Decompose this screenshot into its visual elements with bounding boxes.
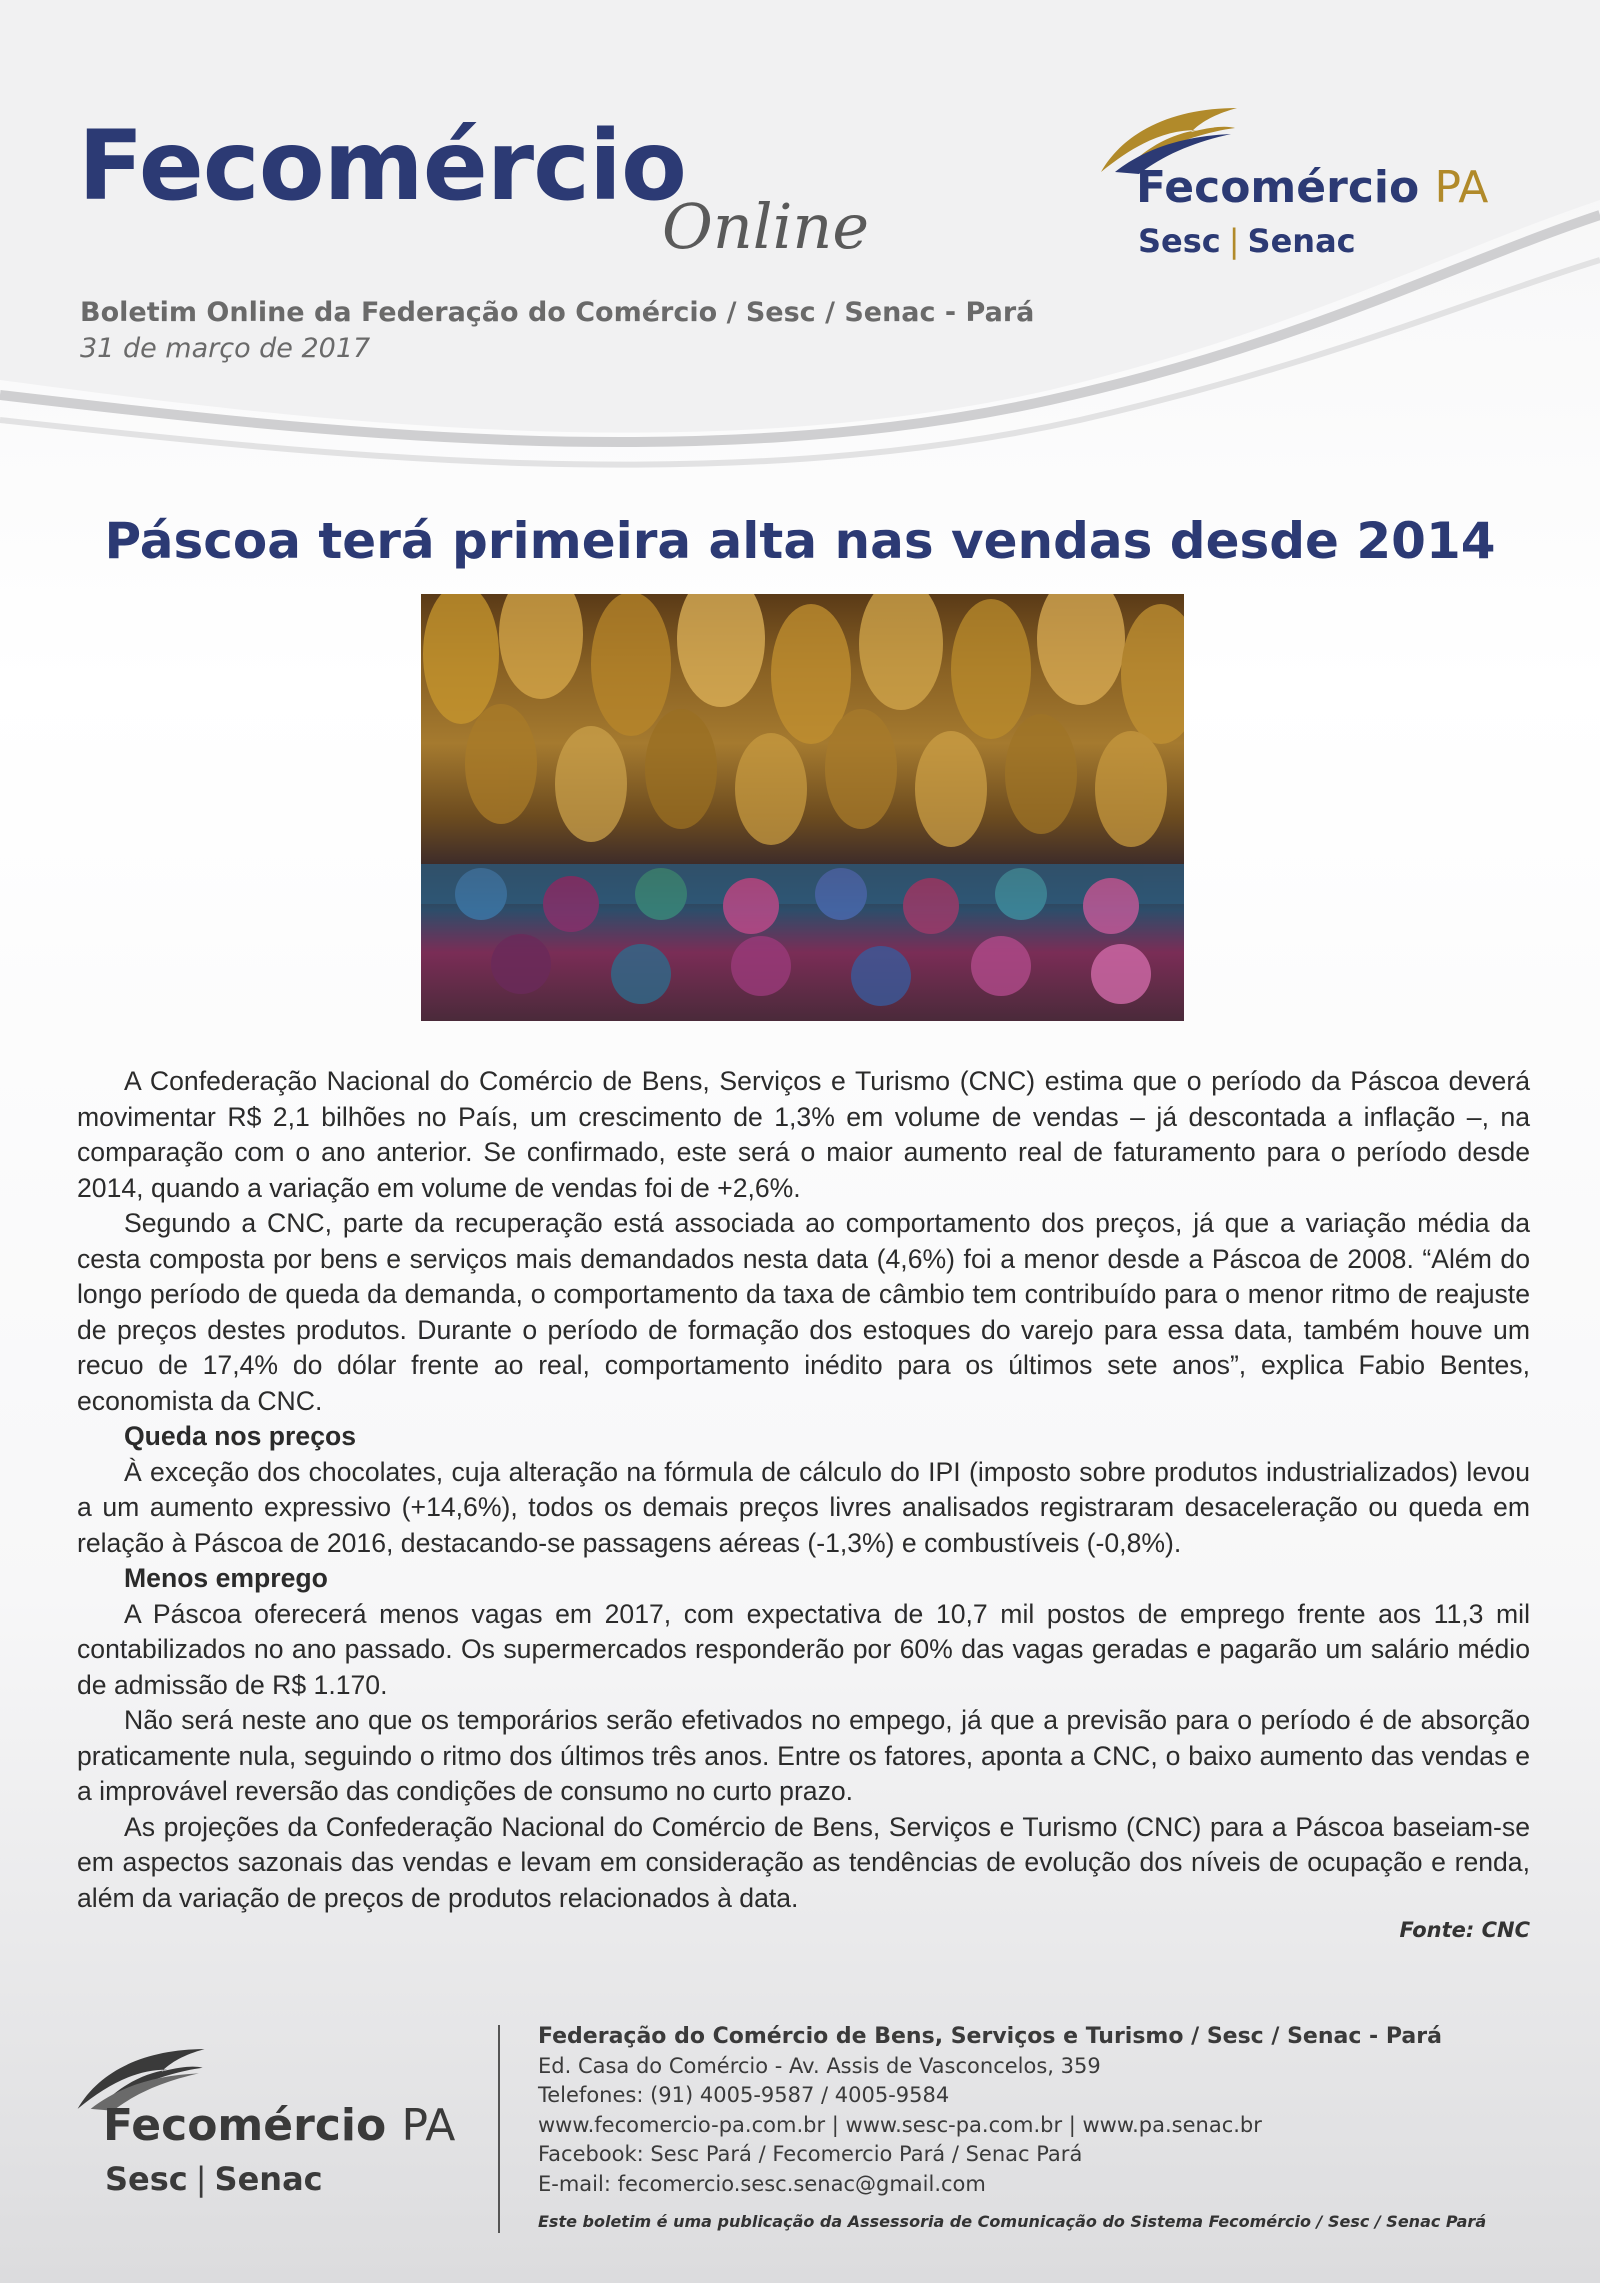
article-source: Fonte: CNC <box>1399 1918 1530 1942</box>
article-paragraph: À exceção dos chocolates, cuja alteração na fórmula de cálculo do IPI (imposto sobre produtos industrializados) levou a um aumento expressivo (+14,6%), todos os demais preços livres analisados registraram desaceleração ou queda em relação à Páscoa de 2016, destacando-se passagens aéreas (-1,3%) e combustíveis (-0,8%). <box>77 1456 1530 1558</box>
footer-divider <box>498 2025 500 2233</box>
footer-address: Ed. Casa do Comércio - Av. Assis de Vasconcelos, 359 <box>538 2053 1101 2078</box>
logo-separator: | <box>195 2160 207 2198</box>
logo-sesc: Sesc <box>105 2160 188 2198</box>
bulletin-date: 31 de março de 2017 <box>80 333 371 364</box>
footer-organization: Federação do Comércio de Bens, Serviços e Turismo / Sesc / Senac - Pará <box>538 2024 1442 2049</box>
footer-websites[interactable]: www.fecomercio-pa.com.br | www.sesc-pa.com.br | www.pa.senac.br <box>538 2112 1262 2137</box>
logo-name: Fecomércio <box>1136 162 1420 213</box>
footer-note: Este boletim é uma publicação da Assessoria de Comunicação do Sistema Fecomércio / Sesc / Senac Pará <box>538 2212 1487 2231</box>
footer-phones: Telefones: (91) 4005-9587 / 4005-9584 <box>538 2083 950 2108</box>
masthead-subtitle: Online <box>662 190 870 263</box>
bulletin-description: Boletim Online da Federação do Comércio / Sesc / Senac - Pará <box>80 297 1035 328</box>
logo-suffix: PA <box>401 2100 456 2151</box>
logo-senac: Senac <box>214 2160 323 2198</box>
logo-suffix: PA <box>1434 162 1489 213</box>
subhead-menos-emprego: Menos emprego <box>124 1563 328 1593</box>
article-paragraph: A Confederação Nacional do Comércio de Bens, Serviços e Turismo (CNC) estima que o período da Páscoa deverá movimentar R$ 2,1 bilhões no País, um crescimento de 1,3% em volume de vendas – já descontada a inflação –, na comparação com o ano anterior. Se confirmado, este será o maior aumento real de faturamento para o período desde 2014, quando a variação em volume de vendas foi de +2,6%. <box>77 1066 1530 1203</box>
footer-email[interactable]: E-mail: fecomercio.sesc.senac@gmail.com <box>538 2171 986 2196</box>
article-paragraph: Não será neste ano que os temporários serão efetivados no empego, já que a previsão para o período é de absorção praticamente nula, seguindo o ritmo dos últimos três anos. Entre os fatores, aponta a CNC, o baixo aumento das vendas e a improvável reversão das condições de consumo no curto prazo. <box>77 1705 1530 1806</box>
fecomercio-logo-footer[interactable] <box>70 2040 490 2200</box>
masthead-title: Fecomércio <box>78 110 686 222</box>
article-body <box>77 1064 1530 1916</box>
logo-name: Fecomércio <box>103 2100 387 2151</box>
logo-sesc: Sesc <box>1138 222 1221 260</box>
fecomercio-logo-header[interactable] <box>1095 100 1525 270</box>
article-paragraph: As projeções da Confederação Nacional do Comércio de Bens, Serviços e Turismo (CNC) para a Páscoa baseiam-se em aspectos sazonais das vendas e levam em consideração as tendências de evolução dos níveis de ocupação e renda, além da variação de preços de produtos relacionados à data. <box>77 1811 1530 1913</box>
article-paragraph: Segundo a CNC, parte da recuperação está associada ao comportamento dos preços, já que a variação média da cesta composta por bens e serviços mais demandados nesta data (4,6%) foi a menor desde a Páscoa de 2008. “Além do longo período de queda da demanda, o comportamento da taxa de câmbio tem contribuído para o menor ritmo de reajuste de preços destes produtos. Durante o período de formação dos estoques do varejo para essa data, também houve um recuo de 17,4% do dólar frente ao real, comportamento inédito para os últimos sete anos”, explica Fabio Bentes, economista da CNC. <box>77 1208 1530 1416</box>
article-paragraph: A Páscoa oferecerá menos vagas em 2017, com expectativa de 10,7 mil postos de emprego frente aos 11,3 mil contabilizados no ano passado. Os supermercados responderão por 60% das vagas geradas e pagarão um salário médio de admissão de R$ 1.170. <box>77 1598 1530 1700</box>
article-headline: Páscoa terá primeira alta nas vendas desde 2014 <box>104 512 1496 570</box>
logo-separator: | <box>1228 222 1240 260</box>
footer-contact-info <box>538 2022 1442 2200</box>
easter-eggs-photo <box>421 594 1184 1021</box>
subhead-queda-precos: Queda nos preços <box>124 1421 357 1451</box>
footer-facebook[interactable]: Facebook: Sesc Pará / Fecomercio Pará / Senac Pará <box>538 2142 1083 2167</box>
logo-senac: Senac <box>1247 222 1356 260</box>
